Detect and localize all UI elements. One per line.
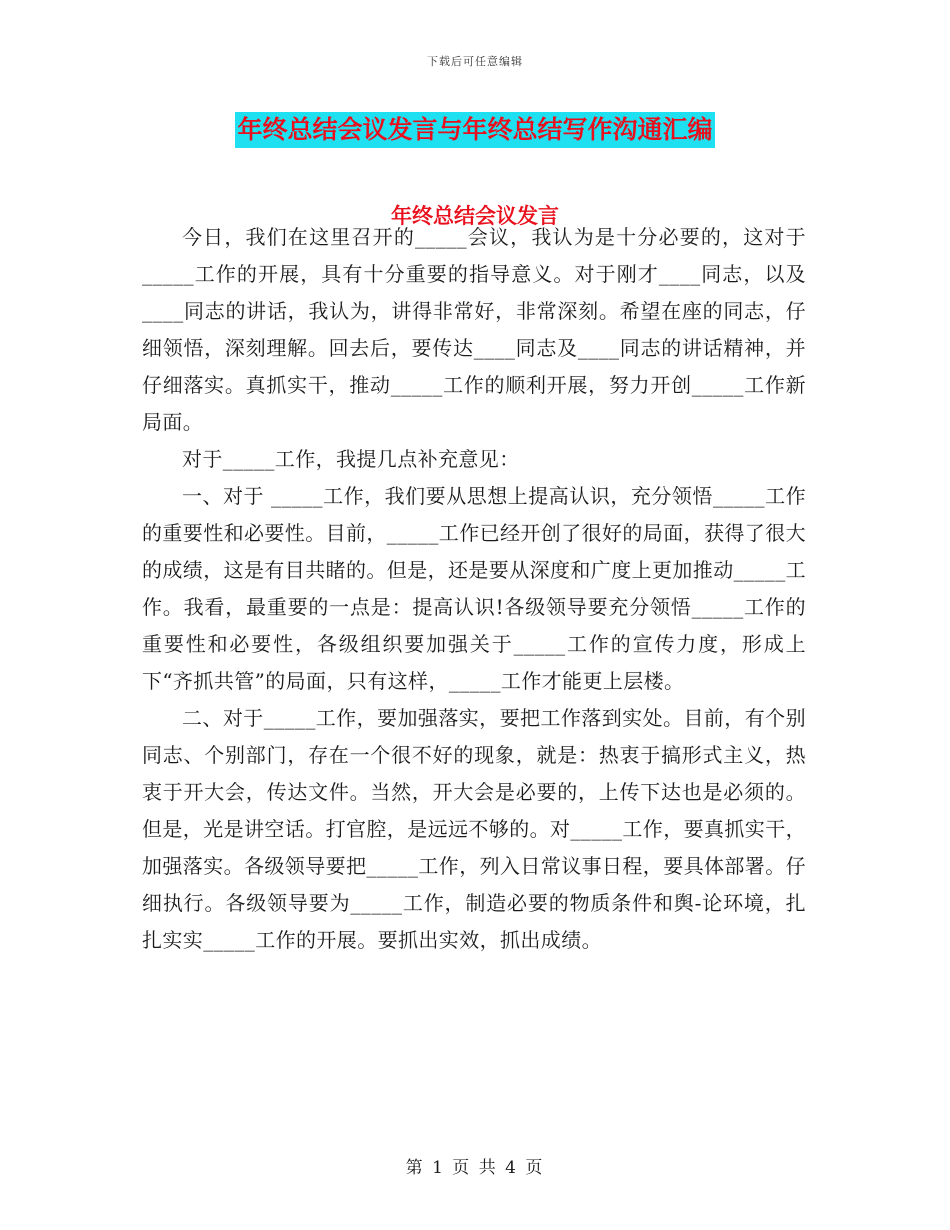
- paragraph-point-two: 二、对于_____工作，要加强落实，要把工作落到实处。目前，有个别同志、个别部门，存在一个很不好的现象，就是：热衷于搞形式主义，热衷于开大会，传达文件。当然，开大会是必要的，上传下达也是必须的。但是，光是讲空话。打官腔，是远远不够的。对_____工作，要真抓实干，加强落实。各级领导要把_____工作，列入日常议事日程，要具体部署。仔细执行。各级领导要为_____工作，制造必要的物质条件和舆-论环境，扎扎实实_____工作的开展。要抓出实效，抓出成绩。: [142, 706, 806, 952]
- document-title: 年终总结会议发言与年终总结写作沟通汇编: [235, 112, 714, 148]
- page-header-note: 下载后可任意编辑: [427, 55, 523, 68]
- document-body: [142, 219, 806, 959]
- section-title: 年终总结会议发言: [391, 204, 559, 228]
- page-number-footer: 第 1 页 共 4 页: [405, 1158, 545, 1178]
- document-title-container: [0, 112, 950, 148]
- paragraph-intro: 今日，我们在这里召开的_____会议，我认为是十分必要的，这对于_____工作的开展，具有十分重要的指导意义。对于刚才____同志，以及____同志的讲话，我认为，讲得非常好，非常深刻。希望在座的同志，仔细领悟，深刻理解。回去后，要传达____同志及____同志的讲话精神，并仔细落实。真抓实干，推动_____工作的顺利开展，努力开创_____工作新局面。: [142, 225, 806, 434]
- paragraph-point-one: 一、对于 _____工作，我们要从思想上提高认识，充分领悟_____工作的重要性和必要性。目前，_____工作已经开创了很好的局面，获得了很大的成绩，这是有目共睹的。但是，还是要从深度和广度上更加推动_____工作。我看，最重要的一点是：提高认识!各级领导要充分领悟_____工作的重要性和必要性，各级组织要加强关于_____工作的宣传力度，形成上下“齐抓共管”的局面，只有这样，_____工作才能更上层楼。: [142, 484, 806, 693]
- paragraph-opinions-lead: 对于_____工作，我提几点补充意见：: [182, 447, 520, 471]
